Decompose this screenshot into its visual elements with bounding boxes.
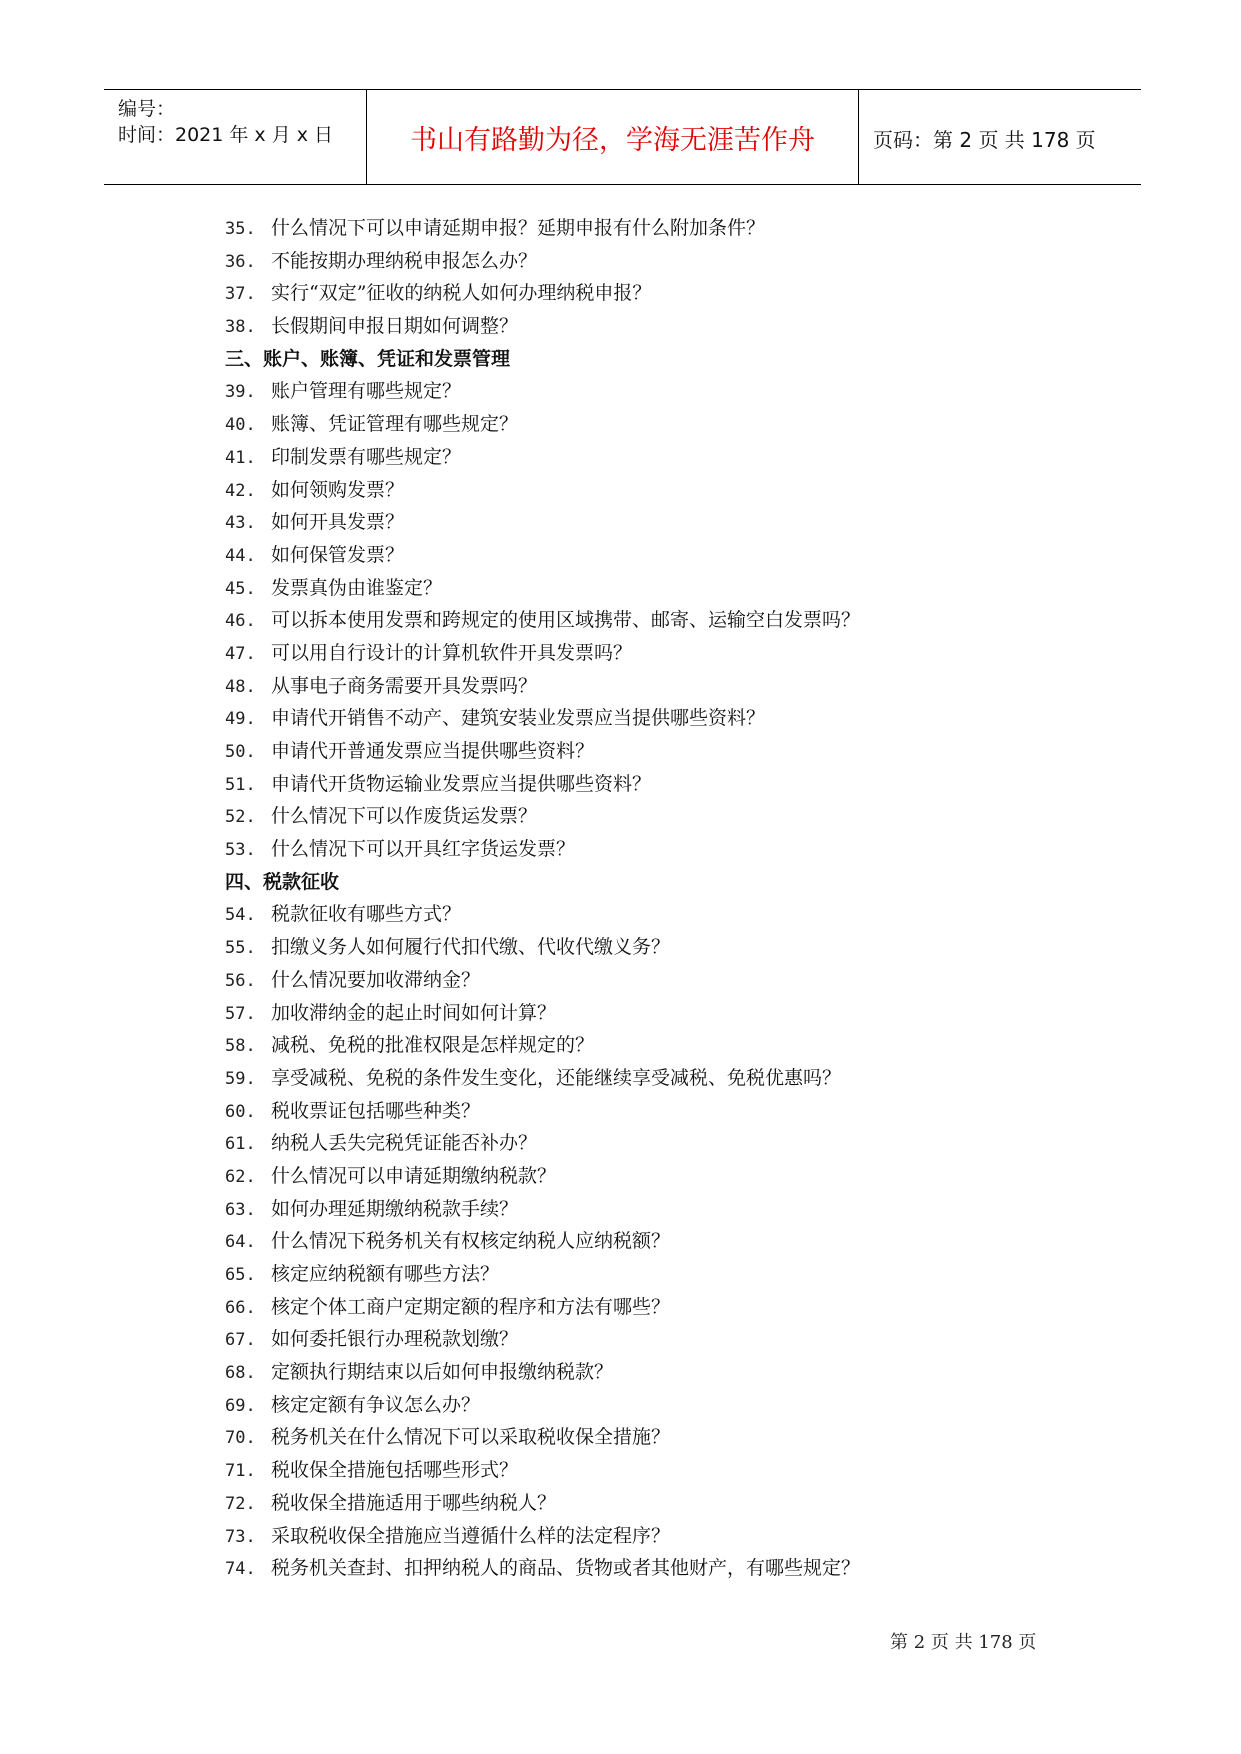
list-item-number: 63. [225, 1199, 256, 1220]
list-item-number: 54. [225, 905, 256, 926]
list-item-number: 42. [225, 480, 256, 501]
list-item [0, 670, 1241, 703]
list-item-text: 纳税人丢失完税凭证能否补办？ [271, 1132, 538, 1155]
list-item-text: 实行“双定”征收的纳税人如何办理纳税申报？ [271, 282, 652, 305]
list-item [0, 1258, 1241, 1291]
list-item [0, 1520, 1241, 1553]
section-heading-text: 三、账户、账簿、凭证和发票管理 [225, 347, 511, 370]
list-item-number: 35. [225, 219, 256, 239]
list-item-text: 印制发票有哪些规定？ [271, 445, 462, 468]
list-item-number: 39. [225, 382, 256, 403]
list-item-text: 税款征收有哪些方式？ [271, 903, 462, 926]
list-item-text: 长假期间申报日期如何调整？ [271, 315, 519, 338]
list-item [0, 1062, 1241, 1095]
list-item-text: 享受减税、免税的条件发生变化，还能继续享受减税、免税优惠吗？ [271, 1066, 842, 1089]
list-item [0, 931, 1241, 964]
list-item-text: 从事电子商务需要开具发票吗？ [271, 674, 538, 697]
list-item-text: 税收保全措施适用于哪些纳税人？ [271, 1491, 557, 1514]
list-item-text: 可以拆本使用发票和跨规定的使用区域携带、邮寄、运输空白发票吗？ [271, 609, 861, 632]
header-page-number: 页码：第 2 页 共 178 页 [873, 128, 1096, 152]
list-item-text: 税务机关在什么情况下可以采取税收保全措施？ [271, 1426, 671, 1449]
list-item-text: 如何委托银行办理税款划缴？ [271, 1328, 519, 1351]
list-item-number: 61. [225, 1134, 256, 1155]
list-item [0, 441, 1241, 474]
list-item [0, 1389, 1241, 1422]
list-item-number: 68. [225, 1363, 256, 1384]
list-item-text: 什么情况下税务机关有权核定纳税人应纳税额？ [271, 1230, 671, 1253]
list-item-number: 43. [225, 513, 256, 534]
list-item-number: 65. [225, 1265, 256, 1285]
list-item [0, 1095, 1241, 1128]
list-item-text: 核定应纳税额有哪些方法？ [271, 1263, 500, 1285]
list-item [0, 212, 1241, 245]
list-item-number: 53. [225, 840, 256, 861]
list-item-number: 66. [225, 1297, 256, 1318]
list-item [0, 964, 1241, 997]
list-item-number: 37. [225, 284, 256, 305]
list-item [0, 1193, 1241, 1226]
list-item-text: 核定定额有争议怎么办？ [271, 1393, 481, 1416]
list-item [0, 375, 1241, 408]
list-item-text: 扣缴义务人如何履行代扣代缴、代收代缴义务？ [271, 936, 671, 959]
list-item-text: 定额执行期结束以后如何申报缴纳税款？ [271, 1361, 614, 1384]
list-item-number: 45. [225, 578, 256, 599]
list-item [0, 1454, 1241, 1487]
list-item [0, 833, 1241, 866]
list-item [0, 277, 1241, 310]
list-item [0, 1356, 1241, 1389]
header-motto-cell [366, 90, 859, 184]
list-item [0, 1552, 1241, 1585]
section-heading [0, 866, 1241, 899]
question-list [0, 212, 1241, 1585]
list-item-text: 什么情况可以申请延期缴纳税款？ [271, 1164, 557, 1187]
list-item-number: 57. [225, 1003, 256, 1024]
list-item-number: 41. [225, 447, 256, 468]
list-item-number: 64. [225, 1232, 256, 1253]
list-item-number: 38. [225, 317, 256, 338]
list-item [0, 1029, 1241, 1062]
list-item-text: 如何办理延期缴纳税款手续？ [271, 1197, 519, 1220]
list-item-number: 59. [225, 1068, 256, 1089]
list-item [0, 1225, 1241, 1258]
list-item-text: 如何领购发票？ [271, 478, 405, 501]
list-item-number: 74. [225, 1559, 256, 1580]
list-item [0, 1421, 1241, 1454]
list-item-number: 60. [225, 1101, 256, 1122]
list-item-text: 申请代开货物运输业发票应当提供哪些资料？ [271, 772, 652, 795]
list-item-text: 如何保管发票？ [271, 543, 405, 566]
list-item-text: 申请代开普通发票应当提供哪些资料？ [271, 740, 595, 762]
page-footer: 第 2 页 共 178 页 [890, 1632, 1037, 1653]
list-item-text: 什么情况要加收滞纳金？ [271, 968, 481, 991]
list-item-number: 69. [225, 1395, 256, 1416]
list-item-number: 51. [225, 774, 256, 795]
list-item [0, 1291, 1241, 1324]
list-item-text: 加收滞纳金的起止时间如何计算？ [271, 1001, 557, 1024]
list-item [0, 800, 1241, 833]
list-item-number: 46. [225, 611, 256, 632]
document-date: 时间：2021 年 x 月 x 日 [118, 124, 334, 146]
list-item [0, 604, 1241, 637]
list-item [0, 539, 1241, 572]
list-item-text: 什么情况下可以作废货运发票？ [271, 805, 538, 828]
header-info-cell [104, 90, 366, 184]
list-item [0, 408, 1241, 441]
list-item-number: 50. [225, 742, 256, 762]
list-item-text: 如何开具发票？ [271, 511, 405, 534]
list-item-text: 账户管理有哪些规定？ [271, 380, 462, 403]
list-item [0, 768, 1241, 801]
list-item [0, 997, 1241, 1030]
list-item-text: 税收票证包括哪些种类？ [271, 1099, 481, 1122]
header-page-cell [859, 90, 1141, 184]
list-item-number: 71. [225, 1461, 256, 1482]
list-item [0, 735, 1241, 768]
list-item-text: 什么情况下可以申请延期申报？延期申报有什么附加条件？ [271, 217, 766, 239]
list-item-number: 72. [225, 1493, 256, 1514]
list-item-number: 62. [225, 1166, 256, 1187]
list-item [0, 506, 1241, 539]
header-motto: 书山有路勤为径，学海无涯苦作舟 [410, 125, 815, 156]
list-item-number: 47. [225, 643, 256, 664]
list-item-text: 税收保全措施包括哪些形式？ [271, 1459, 519, 1482]
list-item-number: 36. [225, 251, 256, 272]
list-item-text: 发票真伪由谁鉴定？ [271, 576, 443, 599]
list-item-number: 49. [225, 709, 256, 730]
section-heading [0, 343, 1241, 376]
list-item-number: 52. [225, 807, 256, 828]
list-item [0, 637, 1241, 670]
list-item-number: 44. [225, 545, 256, 566]
list-item-text: 减税、免税的批准权限是怎样规定的？ [271, 1034, 595, 1057]
list-item-text: 账簿、凭证管理有哪些规定？ [271, 413, 519, 436]
list-item-text: 税务机关查封、扣押纳税人的商品、货物或者其他财产，有哪些规定？ [271, 1557, 861, 1580]
list-item [0, 474, 1241, 507]
list-item-number: 48. [225, 676, 256, 697]
list-item-text: 核定个体工商户定期定额的程序和方法有哪些？ [271, 1295, 671, 1318]
list-item [0, 1323, 1241, 1356]
list-item-number: 58. [225, 1036, 256, 1057]
list-item-number: 40. [225, 415, 256, 436]
list-item [0, 898, 1241, 931]
list-item [0, 702, 1241, 735]
list-item [0, 1487, 1241, 1520]
document-number-label: 编号： [118, 98, 176, 120]
list-item-text: 申请代开销售不动产、建筑安装业发票应当提供哪些资料？ [271, 707, 766, 730]
list-item-text: 什么情况下可以开具红字货运发票？ [271, 838, 576, 861]
list-item [0, 1160, 1241, 1193]
list-item [0, 1127, 1241, 1160]
list-item-number: 73. [225, 1526, 256, 1547]
section-heading-text: 四、税款征收 [225, 870, 340, 893]
document-header [104, 89, 1141, 185]
list-item-number: 56. [225, 970, 256, 991]
list-item [0, 310, 1241, 343]
list-item-number: 55. [225, 938, 256, 959]
list-item-text: 采取税收保全措施应当遵循什么样的法定程序？ [271, 1524, 671, 1547]
list-item-text: 可以用自行设计的计算机软件开具发票吗？ [271, 641, 633, 664]
list-item-number: 67. [225, 1330, 256, 1351]
list-item-text: 不能按期办理纳税申报怎么办？ [271, 249, 538, 272]
list-item [0, 245, 1241, 278]
list-item [0, 572, 1241, 605]
list-item-number: 70. [225, 1428, 256, 1449]
